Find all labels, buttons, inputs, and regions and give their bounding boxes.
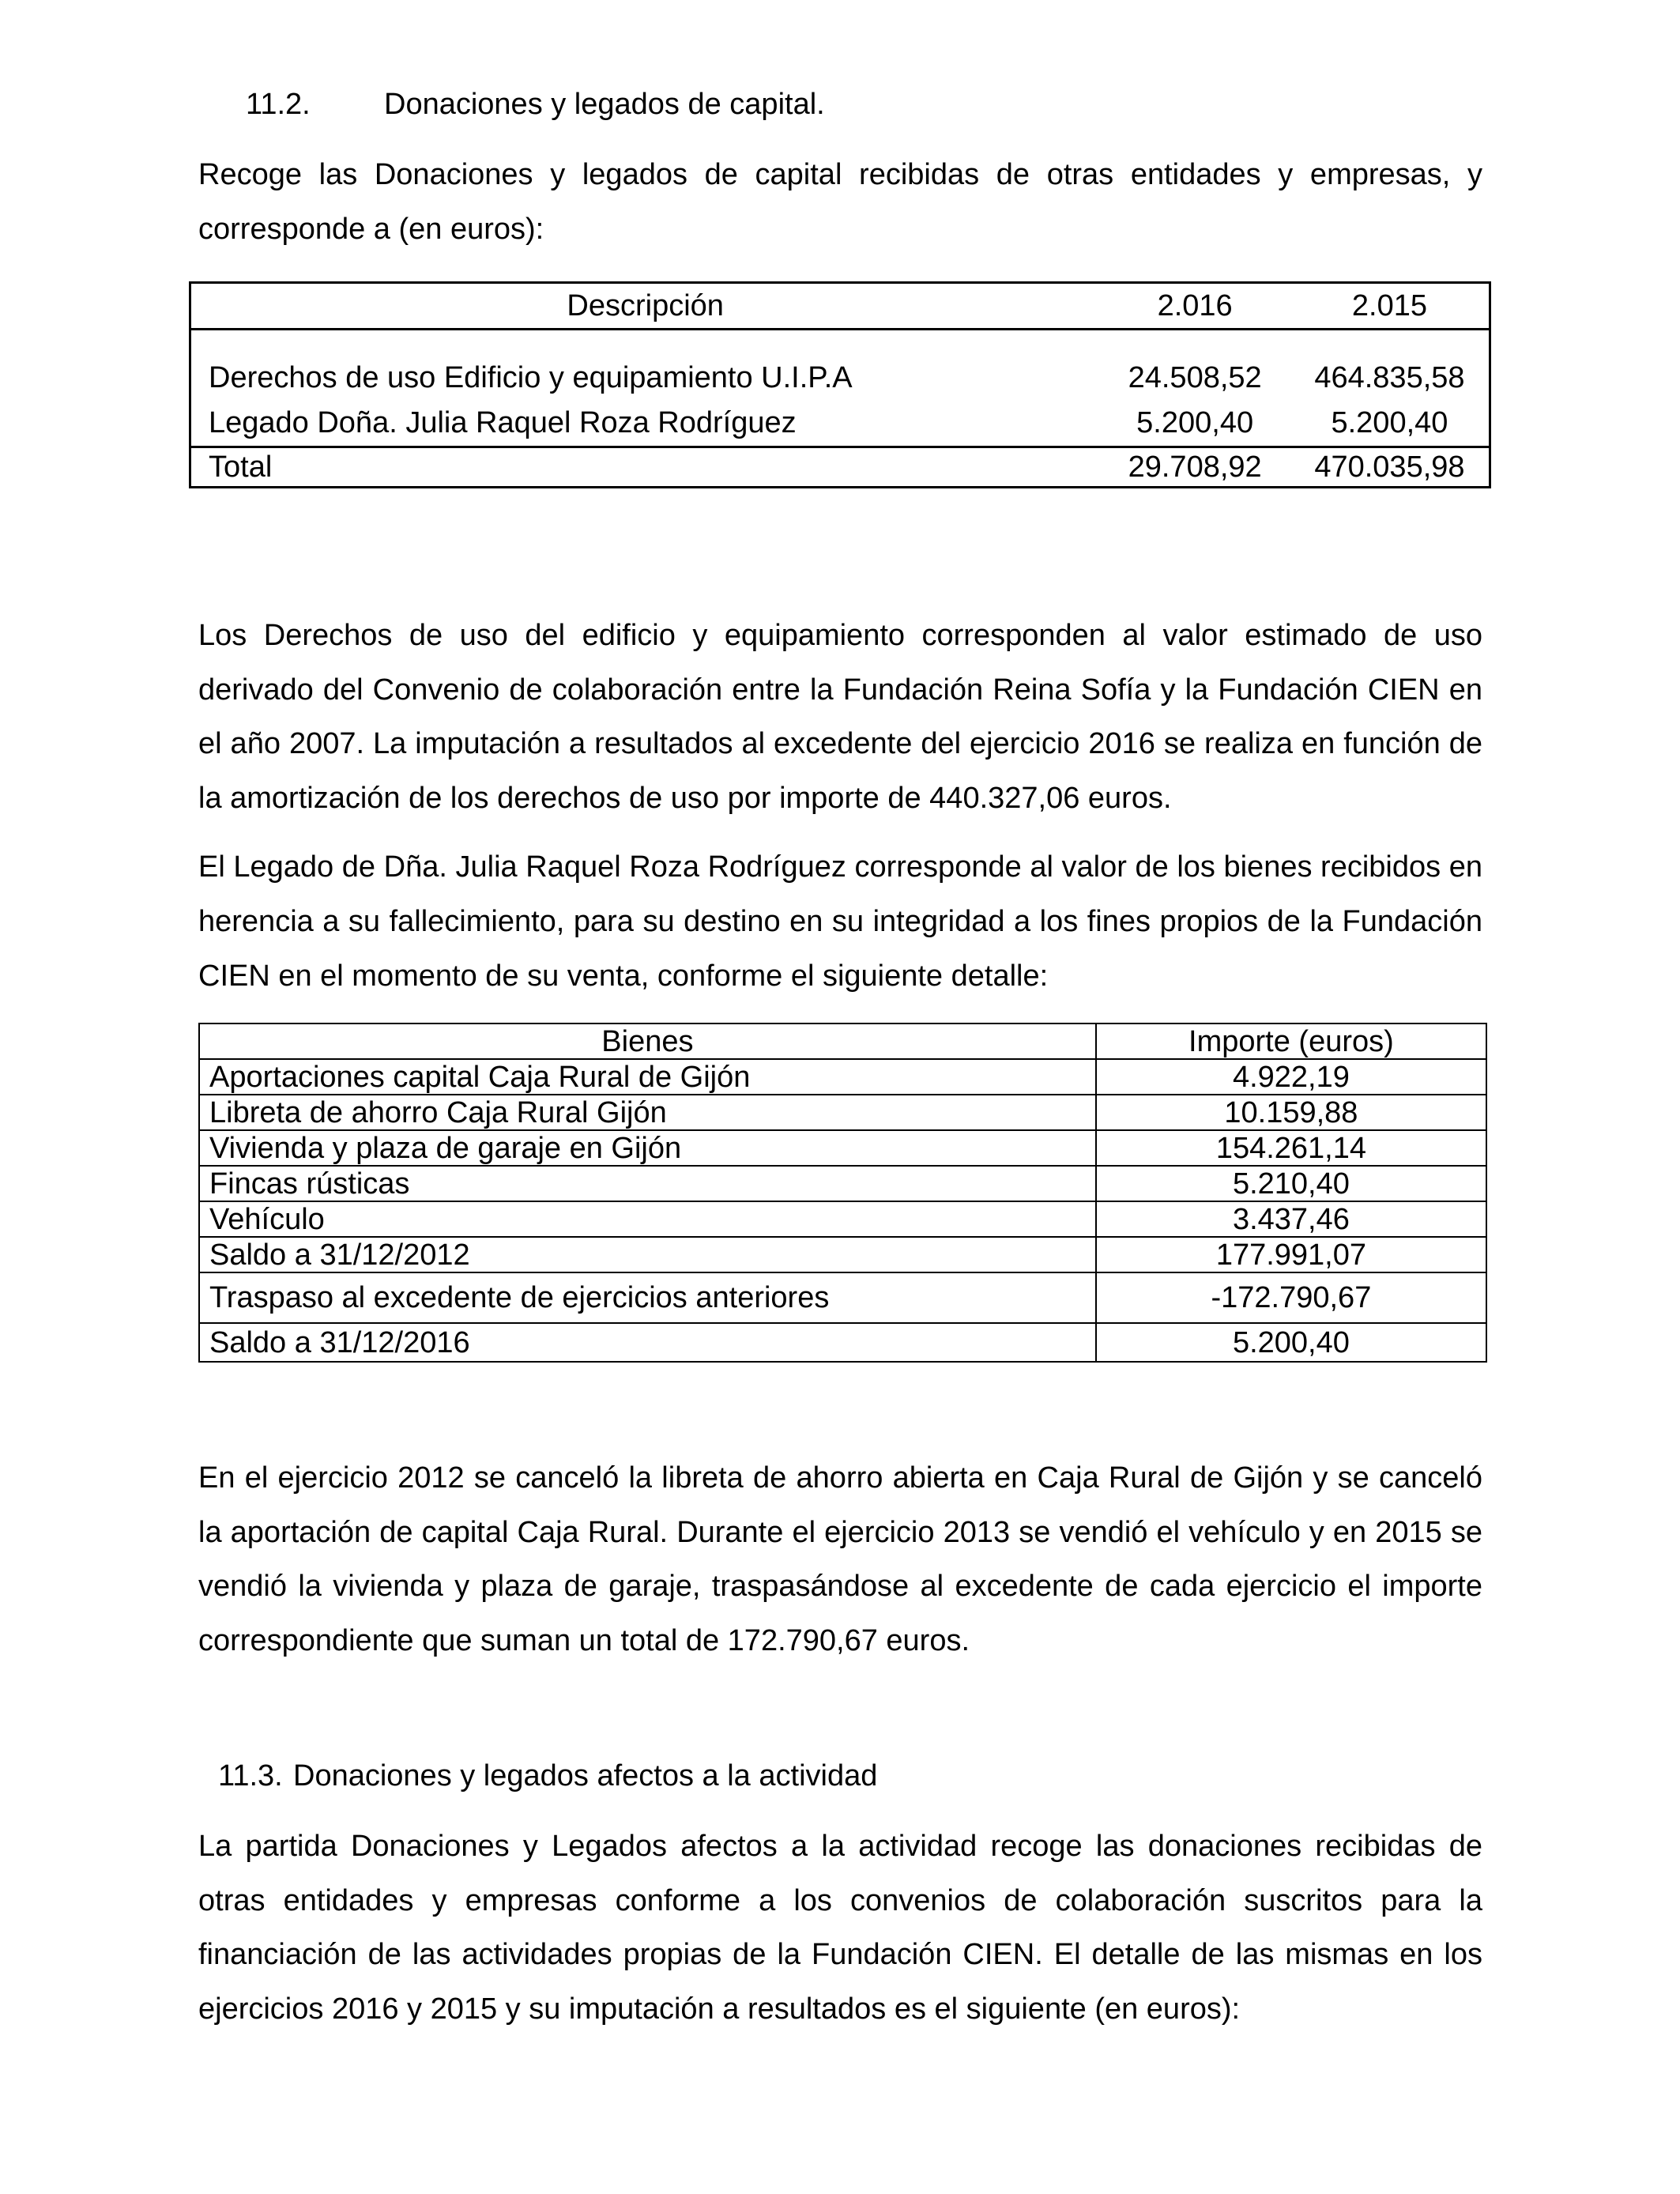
table-total-row	[190, 447, 1490, 488]
table-row	[199, 1237, 1486, 1272]
asset-amount: 4.922,19	[1096, 1059, 1486, 1095]
asset-name: Saldo a 31/12/2012	[199, 1237, 1096, 1272]
table-row	[199, 1201, 1486, 1237]
asset-name: Aportaciones capital Caja Rural de Gijón	[199, 1059, 1096, 1095]
cancellation-paragraph-block	[198, 1451, 1482, 1668]
section-11-3-paragraph: La partida Donaciones y Legados afectos a la actividad recoge las donaciones recibidas de otras entidades y empresas conforme a los convenios de colaboración suscritos para la financiación de las actividades propias de la Fundación CIEN. El detalle de las mismas en los ejercicios 2016 y 2015 y su imputación a resultados es el siguiente (en euros):	[198, 1830, 1482, 2026]
asset-amount: 5.200,40	[1096, 1323, 1486, 1362]
section-11-2-title: Donaciones y legados de capital.	[384, 88, 825, 121]
section-11-3-title: Donaciones y legados afectos a la actividad	[293, 1759, 878, 1793]
table-row	[199, 1130, 1486, 1166]
row-value-2016: 24.508,52	[1128, 361, 1262, 394]
asset-amount: 154.261,14	[1096, 1130, 1486, 1166]
header-amount: Importe (euros)	[1096, 1023, 1486, 1059]
asset-amount: 3.437,46	[1096, 1201, 1486, 1237]
table-header-row	[199, 1023, 1486, 1059]
table-row	[190, 330, 1490, 401]
asset-amount: 10.159,88	[1096, 1095, 1486, 1130]
asset-name: Vehículo	[199, 1201, 1096, 1237]
row-value-2015: 5.200,40	[1331, 405, 1448, 439]
table-row	[199, 1095, 1486, 1130]
asset-amount: -172.790,67	[1096, 1272, 1486, 1323]
section-11-3-body	[198, 1819, 1482, 2036]
table-header-row	[190, 283, 1490, 330]
row-description: Derechos de uso Edificio y equipamiento U.I.P.A	[209, 361, 853, 394]
capital-donations-table	[189, 281, 1491, 488]
asset-name: Libreta de ahorro Caja Rural Gijón	[199, 1095, 1096, 1130]
section-11-2-intro	[198, 148, 1482, 256]
total-2015: 470.035,98	[1290, 447, 1490, 488]
cancellation-paragraph: En el ejercicio 2012 se canceló la libreta de ahorro abierta en Caja Rural de Gijón y se canceló la aportación de capital Caja Rural. Durante el ejercicio 2013 se vendió el vehículo y en 2015 se vendió la vivienda y plaza de garaje, traspasándose al excedente de cada ejercicio el importe correspondiente que suman un total de 172.790,67 euros.	[198, 1461, 1482, 1657]
total-2016: 29.708,92	[1099, 447, 1290, 488]
header-description: Descripción	[190, 283, 1100, 330]
section-11-2-number: 11.2.	[246, 88, 311, 121]
legacy-assets-table	[198, 1023, 1487, 1363]
asset-amount: 177.991,07	[1096, 1237, 1486, 1272]
row-value-2016: 5.200,40	[1136, 405, 1254, 439]
legacy-paragraph: El Legado de Dña. Julia Raquel Roza Rodríguez corresponde al valor de los bienes recibidos en herencia a su fallecimiento, para su destino en su integridad a los fines propios de la Fundación CIEN en el momento de su venta, conforme el siguiente detalle:	[198, 850, 1482, 993]
table-row	[199, 1166, 1486, 1201]
header-year-2016: 2.016	[1099, 283, 1290, 330]
table-row	[199, 1059, 1486, 1095]
table-row	[199, 1323, 1486, 1362]
intro-paragraph: Recoge las Donaciones y legados de capital recibidas de otras entidades y empresas, y corresponde a (en euros):	[198, 158, 1482, 246]
section-11-3-number: 11.3.	[218, 1759, 283, 1793]
total-label: Total	[190, 447, 1100, 488]
rights-of-use-paragraph: Los Derechos de uso del edificio y equipamiento corresponden al valor estimado de uso derivado del Convenio de colaboración entre la Fundación Reina Sofía y la Fundación CIEN en el año 2007. La imputación a resultados al excedente del ejercicio 2016 se realiza en función de la amortización de los derechos de uso por importe de 440.327,06 euros.	[198, 619, 1482, 815]
asset-amount: 5.210,40	[1096, 1166, 1486, 1201]
table-row	[190, 400, 1490, 447]
asset-name: Vivienda y plaza de garaje en Gijón	[199, 1130, 1096, 1166]
asset-name: Saldo a 31/12/2016	[199, 1323, 1096, 1362]
asset-name: Traspaso al excedente de ejercicios anteriores	[199, 1272, 1096, 1323]
asset-name: Fincas rústicas	[199, 1166, 1096, 1201]
row-value-2015: 464.835,58	[1314, 361, 1465, 394]
header-assets: Bienes	[199, 1023, 1096, 1059]
header-year-2015: 2.015	[1290, 283, 1490, 330]
row-description: Legado Doña. Julia Raquel Roza Rodríguez	[209, 405, 797, 439]
table-row	[199, 1272, 1486, 1323]
explanation-paragraphs	[198, 609, 1482, 1003]
